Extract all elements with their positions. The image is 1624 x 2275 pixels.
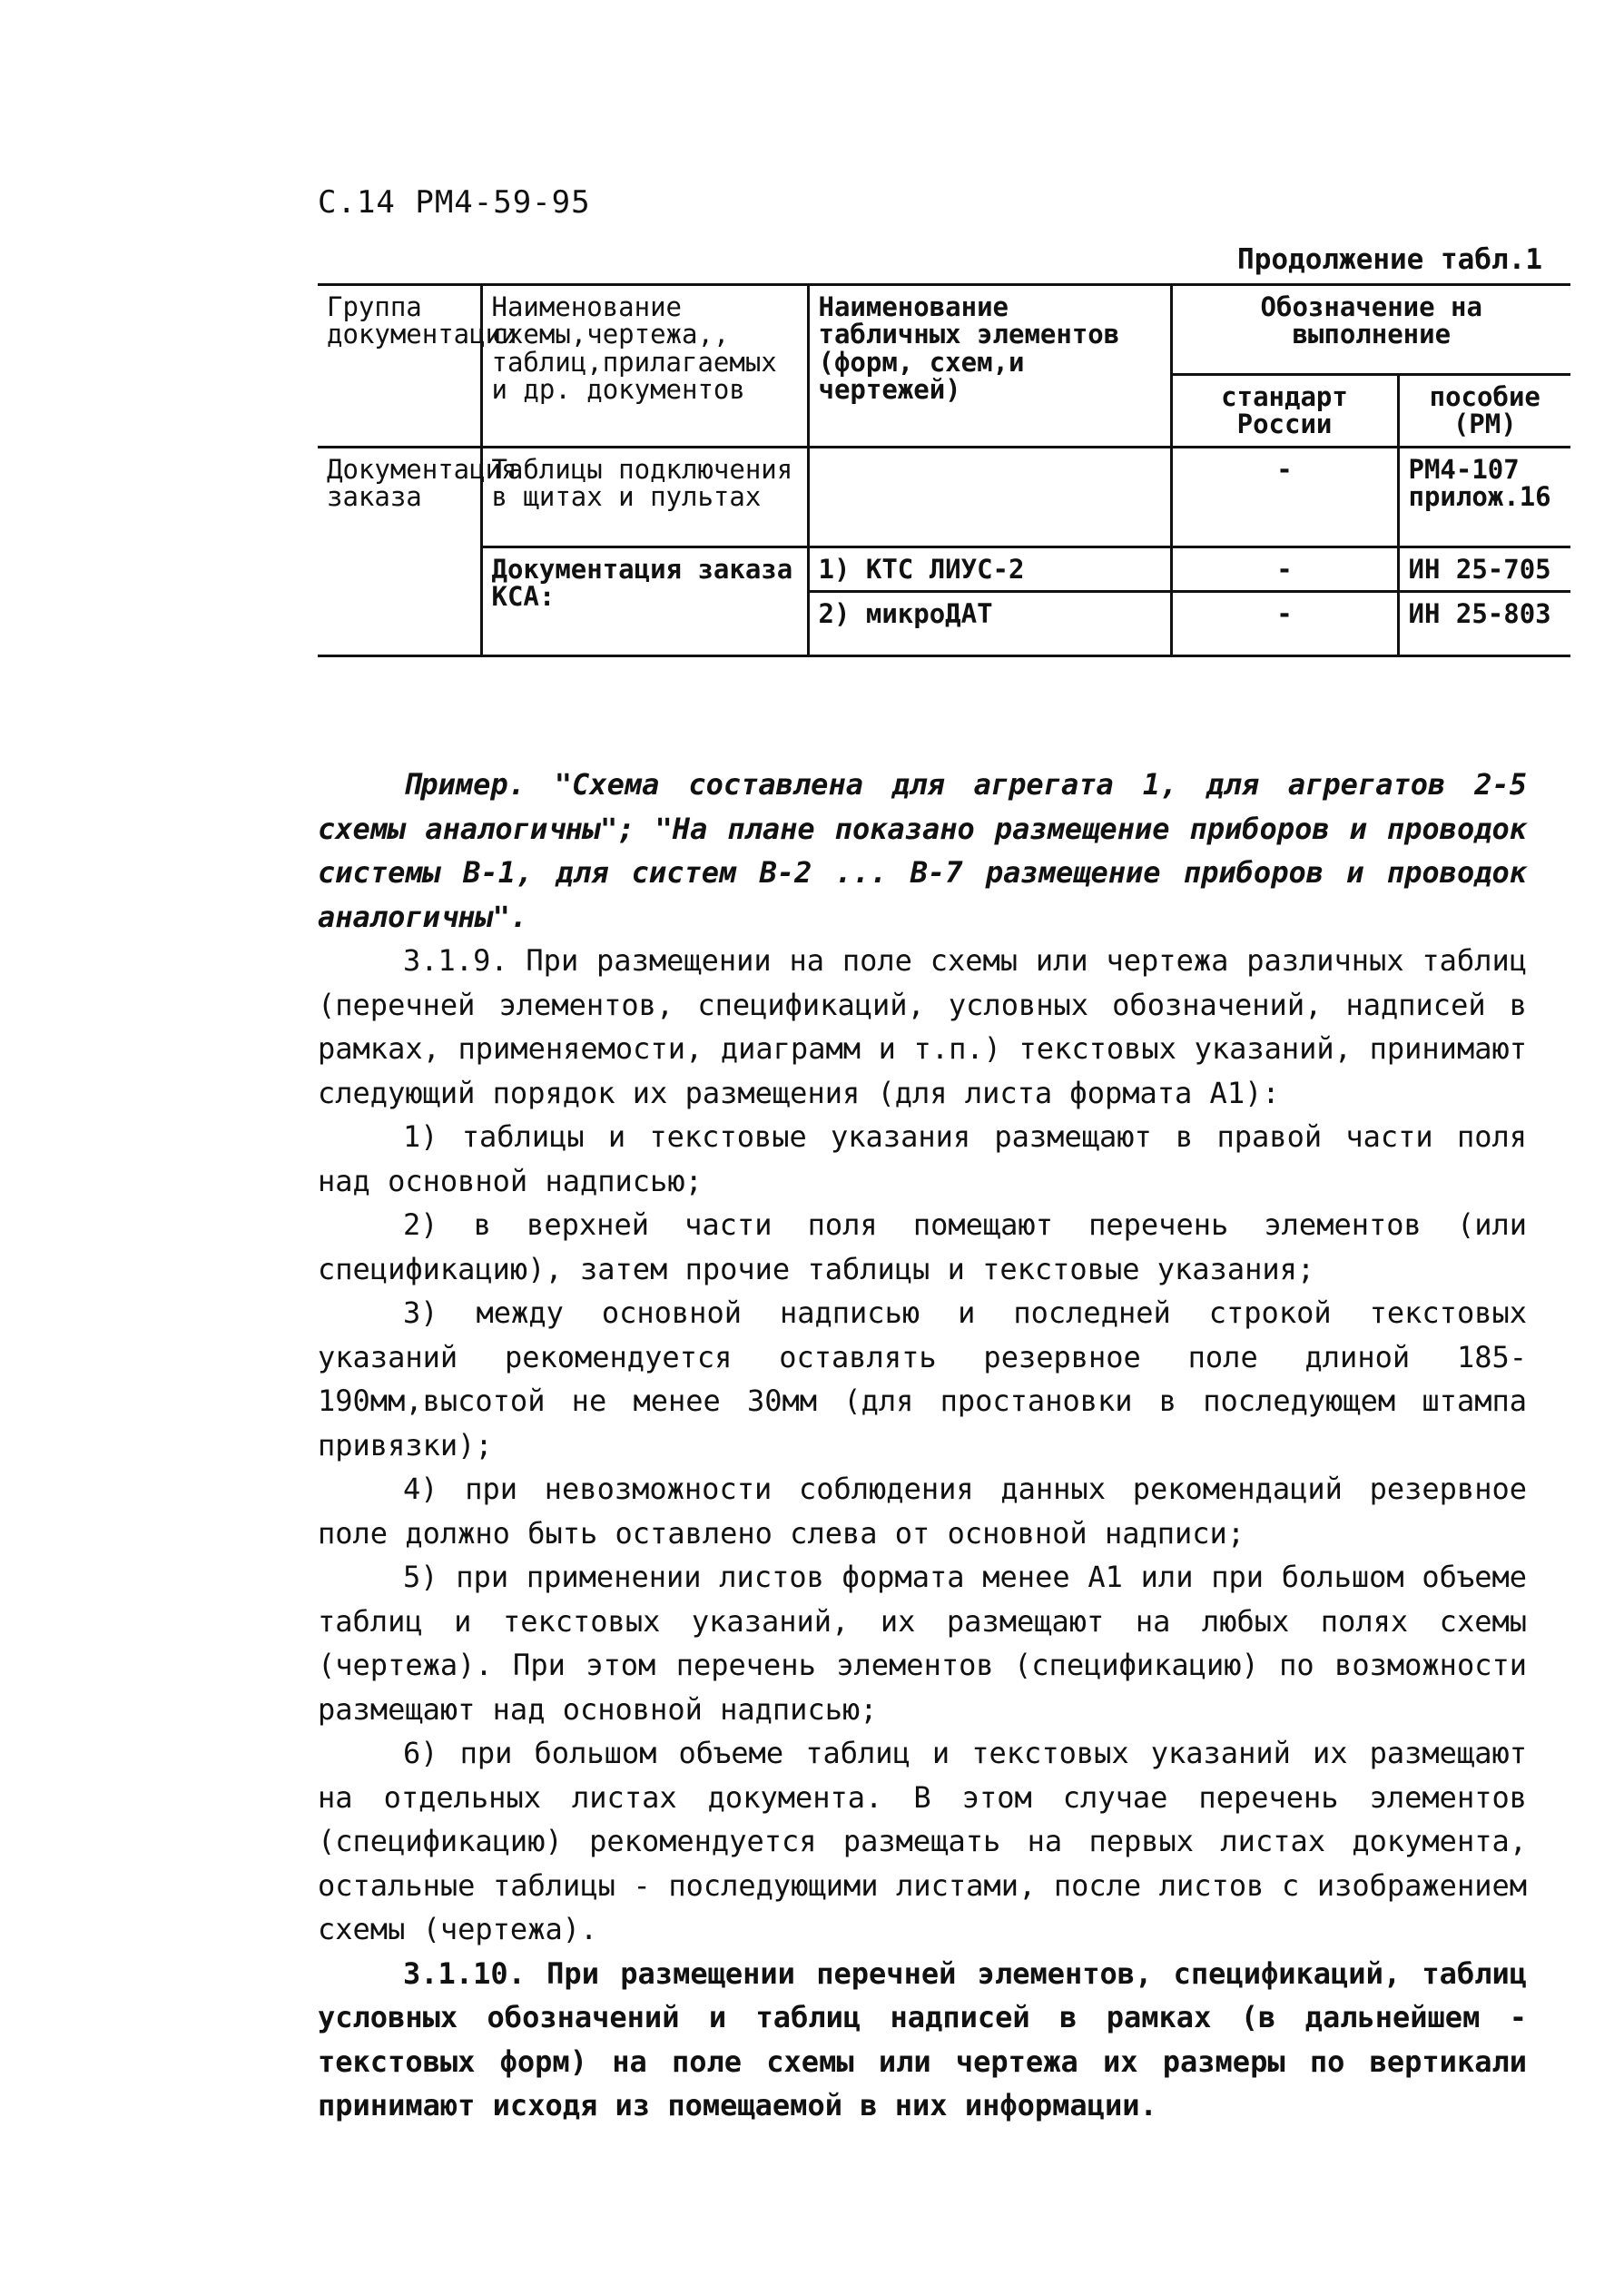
list-item: 6) при большом объеме таблиц и текстовых указаний их размещают на отдельных листах документа. В этом случае перечень элементов (спецификацию) рекомендуется размещать на первых листах документа, остальные таблицы - последующими листами, после листов с изображением схемы (чертежа). [318,1736,1527,1946]
list-item: 4) при невозможности соблюдения данных рекомендаций резервное поле должно быть оставлено слева от основной надписи; [318,1472,1527,1551]
paragraph-3-1-9: 3.1.9. При размещении на поле схемы или чертежа различных таблиц (перечней элементов, спецификаций, условных обозначений, надписей в рамках, применяемости, диаграмм и т.п.) текстовых указаний, принимают следующий порядок их размещения (для листа формата А1): [318,943,1527,1110]
cell-standard: - [1171,447,1398,547]
cell-element [808,447,1171,547]
list-item: 2) в верхней части поля помещают перечень элементов (или спецификацию), затем прочие таблицы и текстовые указания; [318,1207,1527,1286]
table-row [318,447,1570,547]
cell-manual: ИН 25-803 [1398,592,1570,656]
cell-standard: - [1171,592,1398,656]
table-continuation-label: Продолжение табл.1 [1237,243,1542,276]
cell-name: Документация заказа КСА: [481,547,808,655]
header-manual: пособие (РМ) [1398,375,1570,448]
header-elements: Наименование табличных элементов (форм, схем,и чертежей) [808,285,1171,448]
list-item: 3) между основной надписью и последней строкой текстовых указаний рекомендуется оставлять резервное поле длиной 185-190мм,высотой не менее 30мм (для простановки в последующем штампа привязки); [318,1295,1527,1462]
cell-name: Таблицы подключения в щитах и пультах [481,447,808,547]
body-text [318,763,1527,2128]
header-name: Наименование схемы,чертежа,, таблиц,прилагаемых и др. документов [481,285,808,448]
table-row [318,547,1570,591]
list-item: 5) при применении листов формата менее А1 или при большом объеме таблиц и текстовых указаний, их размещают на любых полях схемы (чертежа). При этом перечень элементов (спецификацию) по возможности размещают над основной надписью; [318,1560,1527,1727]
cell-standard: - [1171,547,1398,591]
paragraph-3-1-10: 3.1.10. При размещении перечней элементов, спецификаций, таблиц условных обозначений и таблиц надписей в рамках (в дальнейшем - текстовых форм) на поле схемы или чертежа их размеры по вертикали принимают исходя из помещаемой в них информации. [318,1955,1527,2122]
example-paragraph: Пример. "Схема составлена для агрегата 1, для агрегатов 2-5 схемы аналогичны"; "На плане показано размещение приборов и проводок системы В-1, для систем В-2 ... В-7 размещение приборов и проводок аналогичны". [318,767,1527,934]
header-designation: Обозначение на выполнение [1171,285,1570,375]
header-standard: стандарт России [1171,375,1398,448]
cell-manual: РМ4-107 прилож.16 [1398,447,1570,547]
cell-manual: ИН 25-705 [1398,547,1570,591]
list-item: 1) таблицы и текстовые указания размещают в правой части поля над основной надписью; [318,1119,1527,1198]
documentation-table [318,283,1570,657]
cell-group: Документация заказа [318,447,481,655]
cell-element: 1) КТС ЛИУС-2 [808,547,1171,591]
page-header: С.14 РМ4-59-95 [318,184,591,221]
cell-element: 2) микроДАТ [808,592,1171,656]
header-group: Группа документации [318,285,481,448]
